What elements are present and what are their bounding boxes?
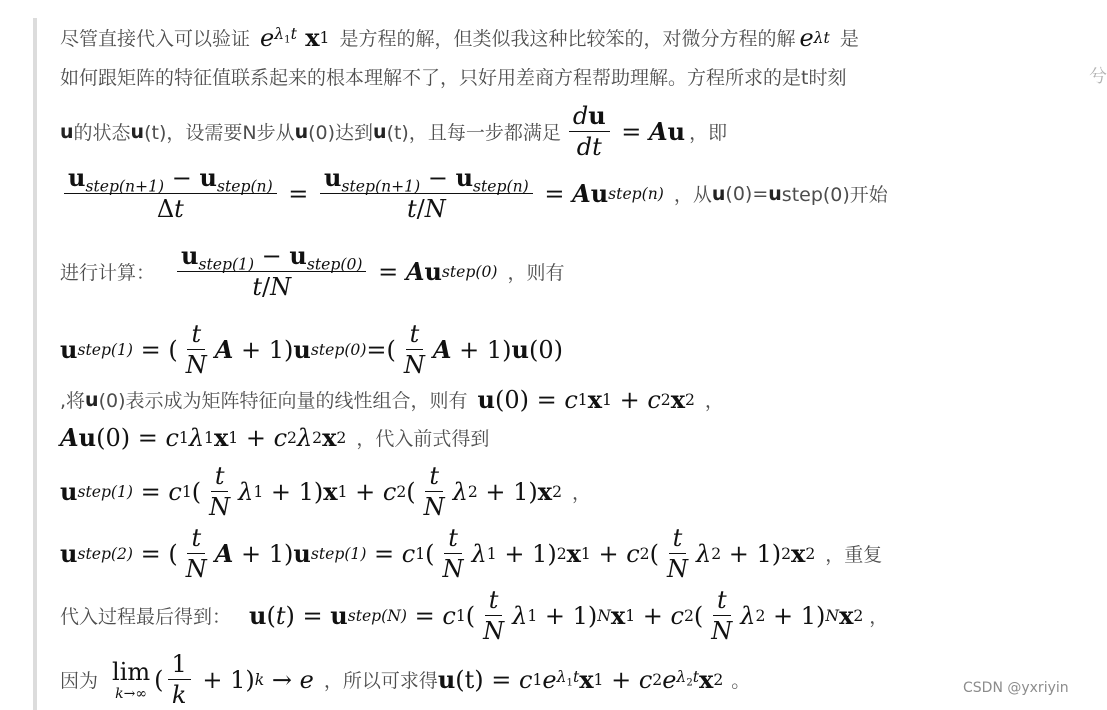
text-segment: 。 bbox=[731, 670, 751, 693]
paragraph-line bbox=[60, 63, 846, 90]
formula-step-n: u ( t ) = u step(N) = c 1 ( $\frac{t}{N}$ λ 1 + 1) N x 1 + c 2 ( $\frac{t}{N}$ λ 2 + 1) N x 2 bbox=[249, 586, 864, 646]
paragraph-line bbox=[60, 23, 859, 52]
paragraph-line bbox=[60, 165, 888, 223]
bold-u: u bbox=[373, 120, 387, 143]
bold-u: u bbox=[711, 182, 726, 205]
text-segment: 进行计算： bbox=[60, 262, 156, 285]
text-segment: ，则有 bbox=[507, 262, 565, 285]
formula-limit: lim k→∞ ( $\frac{1}{k}$ + 1) k → e bbox=[112, 650, 314, 710]
bold-u: u bbox=[130, 120, 145, 143]
text-segment: ，代入前式得到 bbox=[356, 428, 490, 450]
text-segment: ,将 bbox=[60, 390, 86, 412]
text-segment: 因为 bbox=[60, 670, 99, 693]
text-segment: 的状态 bbox=[73, 122, 131, 145]
text-segment: 是方程的解，但类似我这种比较笨的，对微分方程的解 bbox=[339, 28, 796, 50]
csdn-watermark: CSDN @yxriyin bbox=[963, 680, 1069, 696]
paragraph-line bbox=[60, 423, 489, 452]
text-segment: (t)，且每一步都满足 bbox=[386, 122, 561, 145]
formula-solution: u (t) = c 1 e $\lambda_1t$ x 1 + c 2 e $\lambda_2t$ x 2 bbox=[437, 665, 724, 695]
paragraph-line bbox=[60, 525, 882, 583]
text-segment: 尽管直接代入可以验证 bbox=[60, 28, 251, 50]
text-segment: ， bbox=[869, 606, 889, 629]
formula-first-step: $\frac{u_{step(1)} - u_{step(0)}}{t/N}$ = A u step(0) bbox=[173, 243, 497, 301]
formula-step1-expanded: u step(1) = c 1 ( $\frac{t}{N}$ λ 1 + 1) x 1 + c 2 ( $\frac{t}{N}$ λ 2 + 1) x 2 bbox=[60, 462, 563, 522]
text-segment: ，所以可求得 bbox=[323, 670, 438, 693]
text-segment: (0)达到 bbox=[308, 122, 374, 145]
bold-u: u bbox=[60, 120, 74, 143]
formula-exp-lambda: e λt bbox=[799, 23, 830, 52]
paragraph-line bbox=[60, 651, 750, 709]
formula-ode: $\frac{du}{dt}$ = A u bbox=[565, 103, 685, 161]
text-segment: ， bbox=[704, 390, 724, 412]
paragraph-line bbox=[60, 463, 591, 521]
formula-step1: u step(1) = ( $\frac{t}{N}$ A + 1) u step(0) =( $\frac{t}{N}$ A + 1) u (0) bbox=[60, 320, 563, 380]
text-segment: ，重复 bbox=[825, 544, 883, 567]
formula-au0: A u (0) = c 1 λ 1 x 1 + c 2 λ 2 x 2 bbox=[60, 423, 347, 452]
bold-u: u bbox=[768, 182, 782, 205]
text-segment: 代入过程最后得到： bbox=[60, 606, 232, 629]
paragraph-line bbox=[60, 103, 727, 161]
text-segment: (0)表示成为矩阵特征向量的线性组合，则有 bbox=[98, 390, 468, 412]
bold-u: u bbox=[294, 120, 309, 143]
text-segment: (0)= bbox=[725, 182, 769, 205]
formula-step2: u step(2) = ( $\frac{t}{N}$ A + 1) u step(1) = c 1 ( $\frac{t}{N}$ λ 1 + 1) 2 x 1 + c 2 ( $\frac{t}{N}$ λ 2 + 1) 2 x 2 bbox=[60, 524, 816, 584]
paragraph-line bbox=[60, 243, 565, 301]
text-segment: 如何跟矩阵的特征值联系起来的根本理解不了，只好用差商方程帮助理解。方程所求的是t时刻 bbox=[60, 67, 847, 89]
text-segment: ，从 bbox=[673, 184, 712, 207]
formula-difference-quotient: $\frac{u_{step(n+1)} - u_{step(n)}}{\Delta t}$ = $\frac{u_{step(n+1)} - u_{step(n)}}{t/N}$ = A u step(n) bbox=[60, 165, 664, 223]
text-segment: step(0)开始 bbox=[781, 184, 888, 207]
formula-exp-lambda1: e $\lambda_1t$ x 1 bbox=[260, 23, 330, 52]
paragraph-line bbox=[60, 321, 563, 379]
text-segment: ， bbox=[572, 482, 592, 505]
text-segment: 是 bbox=[839, 28, 859, 50]
blockquote-bar bbox=[33, 18, 37, 710]
bold-u: u bbox=[85, 388, 99, 411]
clipped-side-text: 兮 bbox=[1089, 66, 1107, 87]
paragraph-line bbox=[60, 587, 888, 645]
paragraph-line bbox=[60, 385, 724, 414]
formula-linear-combination: u (0) = c 1 x 1 + c 2 x 2 bbox=[477, 385, 695, 414]
text-segment: ，即 bbox=[689, 122, 728, 145]
text-segment: (t)，设需要N步从 bbox=[144, 122, 295, 145]
